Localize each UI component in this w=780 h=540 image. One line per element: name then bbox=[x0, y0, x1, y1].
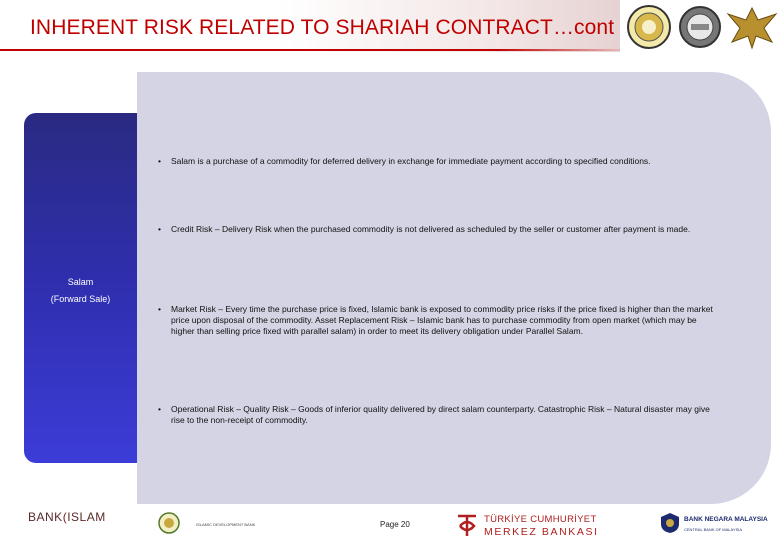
bnm-subname: CENTRAL BANK OF MALAYSIA bbox=[684, 527, 743, 532]
bullet-text: Credit Risk – Delivery Risk when the purchased commodity is not delivered as scheduled by the seller or customer after payment is made. bbox=[171, 224, 691, 234]
bullet-text: Operational Risk – Quality Risk – Goods of inferior quality delivered by direct salam counterparty. Catastrophic Risk – Natural disaster may give rise to the non-receipt of commodity. bbox=[171, 404, 710, 425]
bullet-operational-risk bbox=[158, 404, 718, 426]
contract-name: Salam bbox=[67, 277, 94, 287]
institution-seal-icon bbox=[678, 5, 722, 49]
tcmb-monogram-icon bbox=[456, 512, 478, 538]
content-panel bbox=[137, 72, 771, 504]
tcmb-name-line1: TÜRKİYE CUMHURİYET bbox=[484, 514, 597, 525]
slide-title: INHERENT RISK RELATED TO SHARIAH CONTRACT…cont bbox=[30, 16, 615, 39]
bank-islam-mark: ( bbox=[62, 510, 68, 524]
bullet-dot: • bbox=[158, 404, 161, 414]
bullet-dot: • bbox=[158, 304, 161, 314]
contract-label-box bbox=[24, 113, 137, 463]
contract-subtitle: (Forward Sale) bbox=[50, 294, 111, 304]
bullet-definition bbox=[158, 156, 718, 167]
bullet-dot: • bbox=[158, 156, 161, 166]
tcmb-name-line2: MERKEZ BANKASI bbox=[484, 526, 599, 538]
bullet-text: Salam is a purchase of a commodity for deferred delivery in exchange for immediate payment according to specified conditions. bbox=[171, 156, 651, 166]
bullet-market-risk bbox=[158, 304, 718, 337]
bank-islam-right: ISLAM bbox=[67, 510, 106, 524]
eagle-crest-icon bbox=[726, 2, 778, 52]
footer-smallprint: ISLAMIC DEVELOPMENT BANK bbox=[196, 522, 256, 527]
bank-negara-crest-icon bbox=[660, 512, 680, 534]
islamic-development-bank-seal-icon bbox=[158, 512, 180, 534]
bullet-dot: • bbox=[158, 224, 161, 234]
bank-islam-left: BANK bbox=[28, 510, 63, 524]
bullet-text: Market Risk – Every time the purchase price is fixed, Islamic bank is exposed to commodity price risks if the price fixed is higher than the market price upon disposal of the commodity. Asset Replacement Risk – Islamic bank has to purchase commodity from open market (which may be higher than selling price fixed with parallel salam) in order to meet its delivery obligation under Parallel Salam. bbox=[171, 304, 713, 336]
title-underline bbox=[0, 49, 620, 51]
bullet-credit-risk bbox=[158, 224, 718, 235]
bnm-name: BANK NEGARA MALAYSIA bbox=[684, 516, 768, 523]
bank-islam-logo bbox=[28, 510, 106, 524]
institution-emblem-icon bbox=[626, 4, 672, 50]
page-number: Page 20 bbox=[380, 520, 410, 529]
